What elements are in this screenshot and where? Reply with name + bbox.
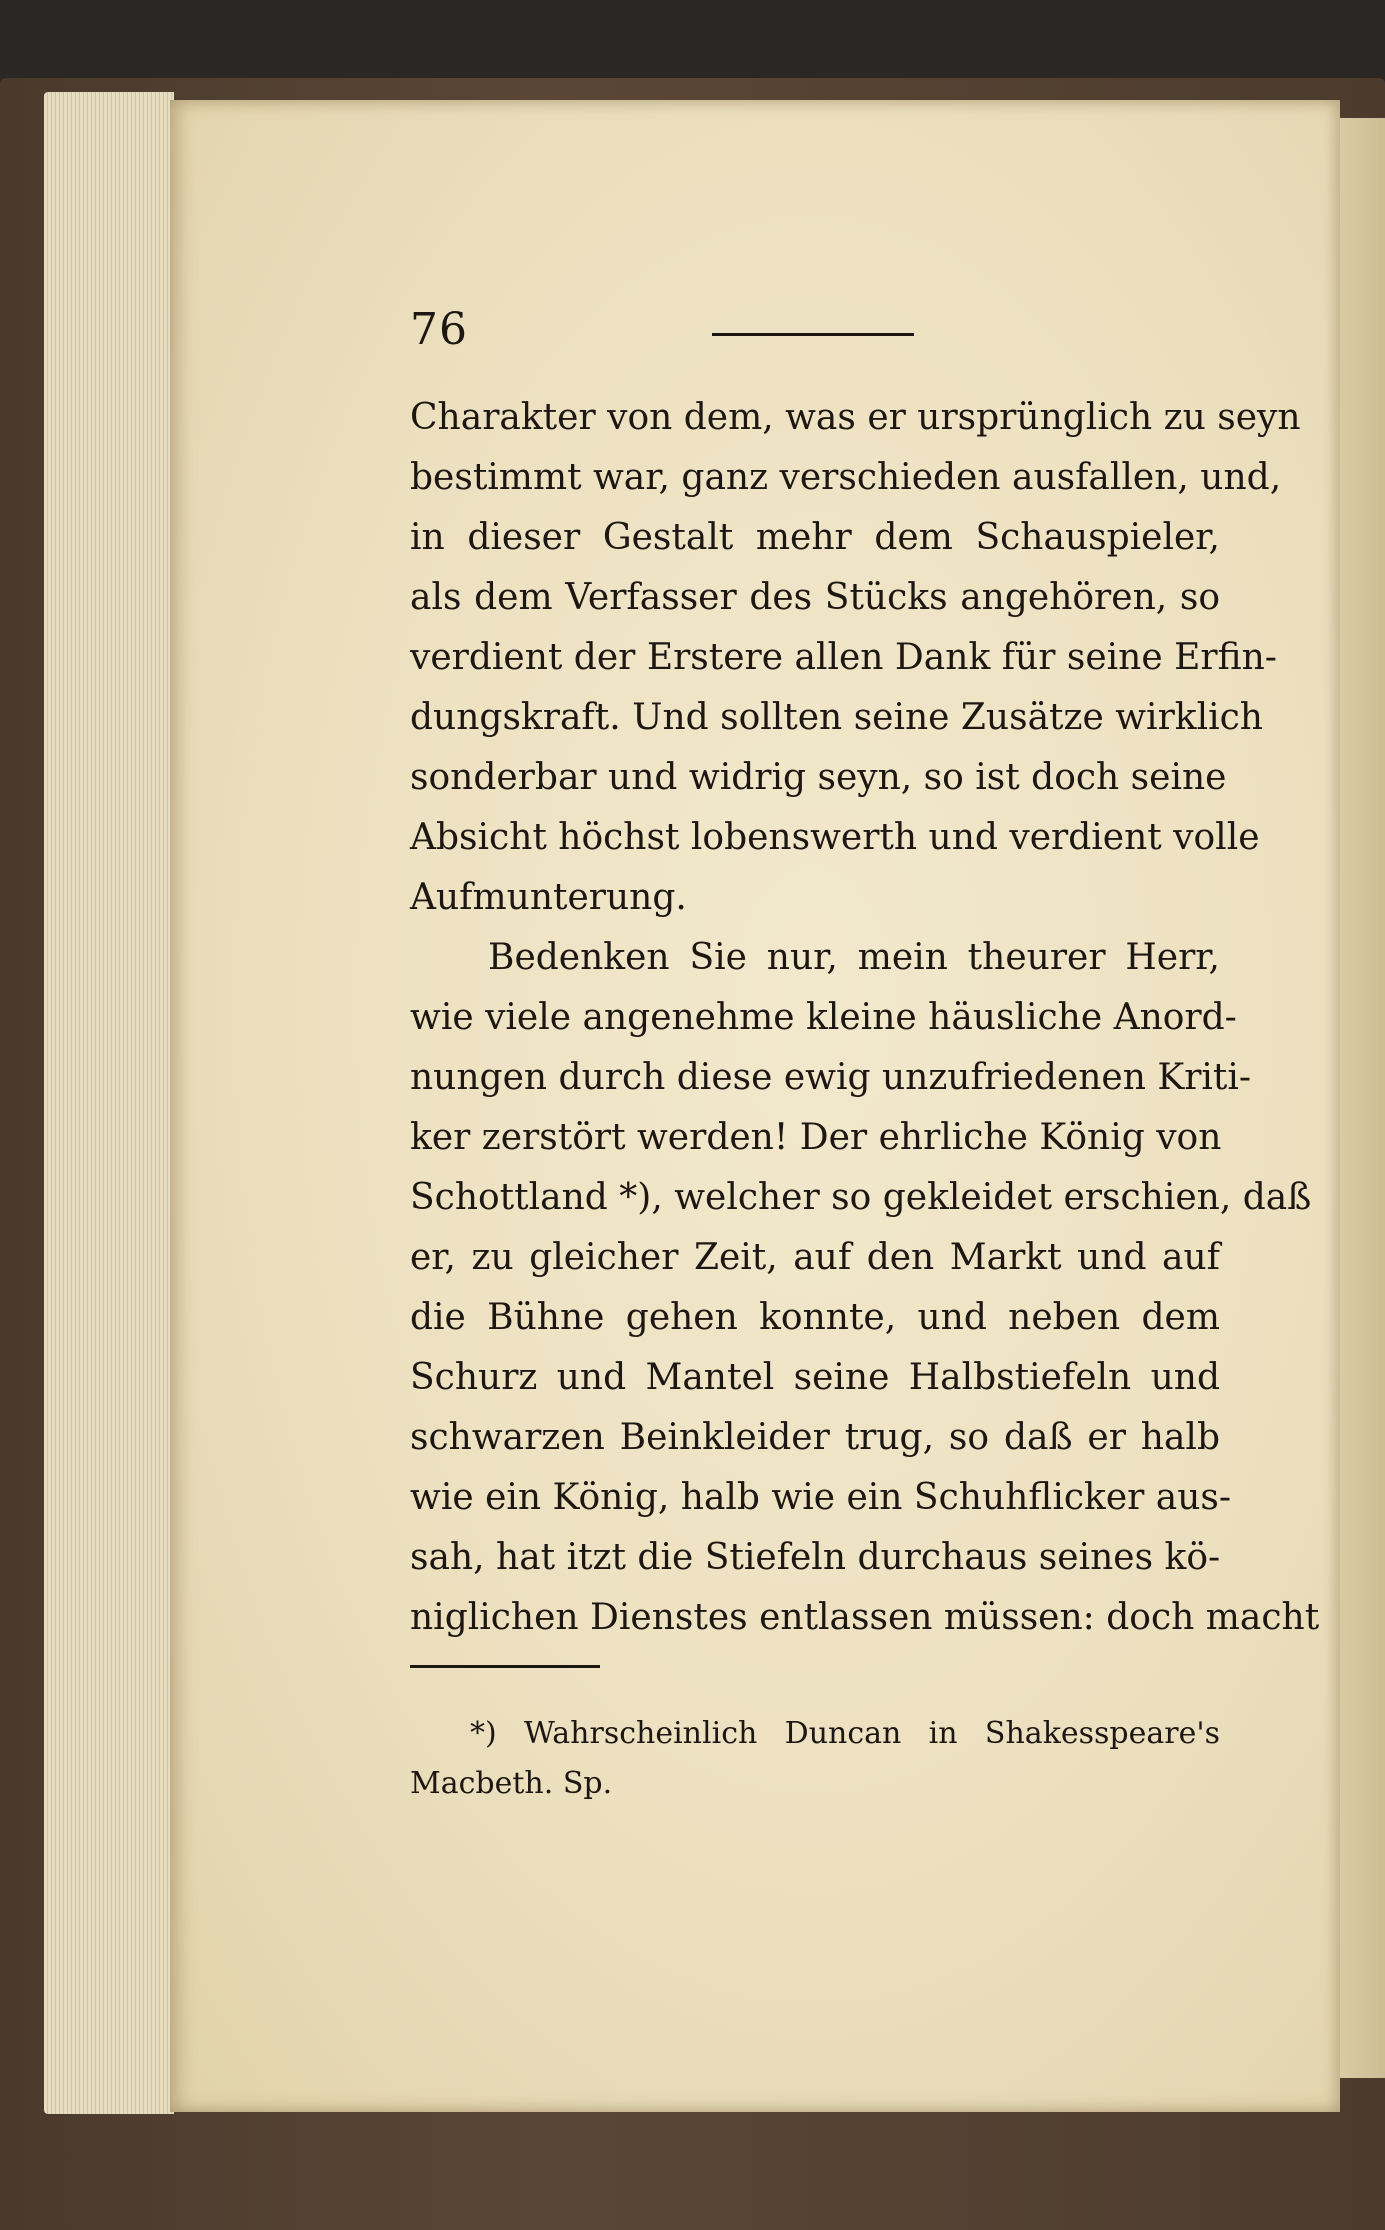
text-line: Schurz und Mantel seine Halbstiefeln und (410, 1357, 1220, 1398)
text-line: bestimmt war, ganz verschieden ausfallen, und, (410, 457, 1282, 498)
text-line: wie ein König, halb wie ein Schuhflicker aus- (410, 1477, 1232, 1518)
text-line: Schottland *), welcher so gekleidet erschien, daß (410, 1177, 1312, 1218)
text-line: in dieser Gestalt mehr dem Schauspieler, (410, 517, 1220, 558)
facing-page-edge (1340, 118, 1385, 2078)
page-header (410, 300, 930, 360)
text-line: Charakter von dem, was er ursprünglich zu seyn (410, 397, 1301, 438)
footnote-rule (410, 1665, 600, 1668)
footnote-line: *) Wahrscheinlich Duncan in Shakesspeare's (470, 1716, 1220, 1751)
text-line: die Bühne gehen konnte, und neben dem (410, 1297, 1220, 1338)
paragraph-start: Bedenken Sie nur, mein theurer Herr, (488, 937, 1220, 978)
text-line: dungskraft. Und sollten seine Zusätze wirklich (410, 697, 1263, 738)
text-line: ker zerstört werden! Der ehrliche König von (410, 1117, 1222, 1158)
text-line: niglichen Dienstes entlassen müssen: doch macht (410, 1597, 1320, 1638)
text-line: Absicht höchst lobenswerth und verdient volle (410, 817, 1260, 858)
text-line: als dem Verfasser des Stücks angehören, so (410, 577, 1220, 618)
text-line: wie viele angenehme kleine häusliche Anord- (410, 997, 1237, 1038)
header-rule (712, 333, 914, 336)
text-line: Aufmunterung. (410, 877, 687, 918)
text-line: schwarzen Beinkleider trug, so daß er halb (410, 1417, 1220, 1458)
text-line: nungen durch diese ewig unzufriedenen Kriti- (410, 1057, 1252, 1098)
text-line: verdient der Erstere allen Dank für seine Erfin- (410, 637, 1277, 678)
page-edges (44, 92, 174, 2114)
footnote-line: Macbeth. Sp. (410, 1766, 613, 1801)
text-line: sah, hat itzt die Stiefeln durchaus seines kö- (410, 1537, 1221, 1578)
text-line: sonderbar und widrig seyn, so ist doch seine (410, 757, 1227, 798)
page-number: 76 (410, 304, 468, 355)
text-line: er, zu gleicher Zeit, auf den Markt und auf (410, 1237, 1220, 1278)
